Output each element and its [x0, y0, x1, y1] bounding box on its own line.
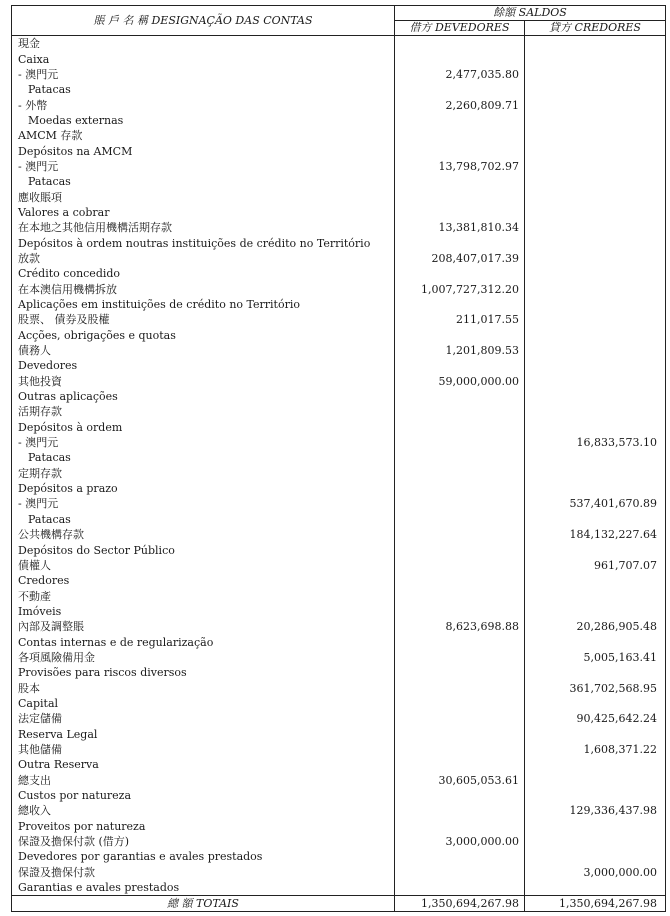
- credit-value: [525, 634, 666, 649]
- table-row: [12, 588, 666, 603]
- table-row: [12, 389, 666, 404]
- account-label: - 外幣: [12, 97, 395, 112]
- debit-value: [395, 235, 525, 250]
- credit-value: [525, 266, 666, 281]
- table-row: [12, 128, 666, 143]
- account-label: 應收賬項: [12, 189, 395, 204]
- table-row: [12, 450, 666, 465]
- debit-value: [395, 420, 525, 435]
- table-row: [12, 619, 666, 634]
- debit-value: [395, 128, 525, 143]
- table-row: [12, 374, 666, 389]
- column-header-saldos: 餘額 SALDOS: [395, 6, 666, 21]
- debit-value: [395, 174, 525, 189]
- debit-value: [395, 328, 525, 343]
- debit-value: [395, 711, 525, 726]
- debit-value: [395, 358, 525, 373]
- account-label: Moedas externas: [12, 113, 395, 128]
- table-row: [12, 159, 666, 174]
- account-label: 放款: [12, 251, 395, 266]
- credit-value: [525, 726, 666, 741]
- table-row: [12, 726, 666, 741]
- credit-value: 1,608,371.22: [583, 742, 657, 756]
- table-row: [12, 404, 666, 419]
- table-row: [12, 266, 666, 281]
- credit-value: [525, 450, 666, 465]
- debit-value: 211,017.55: [395, 312, 525, 327]
- account-label: 保證及擔保付款 (借方): [12, 834, 395, 849]
- debit-value: 8,623,698.88: [395, 619, 525, 634]
- totals-row: [12, 896, 666, 912]
- account-label: Outra Reserva: [12, 757, 395, 772]
- account-label: Devedores por garantias e avales prestados: [12, 849, 395, 864]
- account-label: Crédito concedido: [12, 266, 395, 281]
- debit-value: [395, 803, 525, 818]
- credit-value: [525, 343, 666, 358]
- account-label: - 澳門元: [12, 435, 395, 450]
- credit-value: [525, 143, 666, 158]
- credit-value: [525, 880, 666, 896]
- account-label: 其他投資: [12, 374, 395, 389]
- table-row: [12, 312, 666, 327]
- table-row: [12, 496, 666, 511]
- credit-value: [525, 82, 666, 97]
- debit-value: 1,201,809.53: [395, 343, 525, 358]
- account-label: 總收入: [12, 803, 395, 818]
- table-row: [12, 696, 666, 711]
- account-label: Depósitos à ordem: [12, 420, 395, 435]
- credit-value: [525, 312, 666, 327]
- table-row: [12, 680, 666, 695]
- credit-value: [525, 282, 666, 297]
- account-label: - 澳門元: [12, 67, 395, 82]
- debit-value: [395, 51, 525, 66]
- credit-value: [525, 97, 666, 112]
- account-label: Proveitos por natureza: [12, 819, 395, 834]
- debit-value: [395, 849, 525, 864]
- debit-value: [395, 205, 525, 220]
- account-rows: [12, 36, 666, 896]
- credit-value: [525, 420, 666, 435]
- credit-value: 5,005,163.41: [583, 650, 657, 664]
- table-row: [12, 205, 666, 220]
- debit-value: [395, 266, 525, 281]
- credit-value: 90,425,642.24: [576, 712, 657, 726]
- account-label: 活期存款: [12, 404, 395, 419]
- table-row: [12, 834, 666, 849]
- table-row: [12, 481, 666, 496]
- debit-value: [395, 726, 525, 741]
- debit-value: 30,605,053.61: [395, 773, 525, 788]
- debit-value: 59,000,000.00: [395, 374, 525, 389]
- account-label: Reserva Legal: [12, 726, 395, 741]
- account-label: Valores a cobrar: [12, 205, 395, 220]
- credit-value: [525, 189, 666, 204]
- debit-value: [395, 865, 525, 880]
- debit-value: 13,798,702.97: [395, 159, 525, 174]
- table-row: [12, 634, 666, 649]
- debit-value: 208,407,017.39: [395, 251, 525, 266]
- table-row: [12, 711, 666, 726]
- balance-table: [11, 5, 666, 912]
- credit-value: [525, 251, 666, 266]
- credit-value: 537,401,670.89: [569, 497, 657, 511]
- table-row: [12, 51, 666, 66]
- credit-value: [525, 36, 666, 52]
- table-row: [12, 757, 666, 772]
- table-row: [12, 282, 666, 297]
- account-label: 股票、 債券及股權: [12, 312, 395, 327]
- table-row: [12, 527, 666, 542]
- table-row: [12, 343, 666, 358]
- account-label: 債務人: [12, 343, 395, 358]
- credit-value: 3,000,000.00: [583, 865, 657, 879]
- debit-value: [395, 665, 525, 680]
- table-row: [12, 819, 666, 834]
- debit-value: [395, 819, 525, 834]
- table-row: [12, 67, 666, 82]
- column-header-debit: 借方 DEVEDORES: [395, 21, 525, 36]
- table-row: [12, 542, 666, 557]
- credit-value: [525, 159, 666, 174]
- debit-value: [395, 113, 525, 128]
- credit-value: [525, 174, 666, 189]
- credit-value: [525, 128, 666, 143]
- totals-credit: 1,350,694,267.98: [525, 896, 666, 912]
- debit-value: [395, 696, 525, 711]
- account-label: Patacas: [12, 174, 395, 189]
- debit-value: [395, 404, 525, 419]
- credit-value: [525, 404, 666, 419]
- debit-value: [395, 573, 525, 588]
- debit-value: [395, 435, 525, 450]
- debit-value: [395, 588, 525, 603]
- credit-value: [525, 205, 666, 220]
- account-label: Patacas: [12, 450, 395, 465]
- debit-value: [395, 481, 525, 496]
- column-header-description: 賬 戶 名 稱 DESIGNAÇÃO DAS CONTAS: [12, 6, 395, 36]
- debit-value: [395, 527, 525, 542]
- debit-value: [395, 757, 525, 772]
- account-label: - 澳門元: [12, 159, 395, 174]
- account-label: Depósitos a prazo: [12, 481, 395, 496]
- debit-value: [395, 680, 525, 695]
- account-label: 內部及調整賬: [12, 619, 395, 634]
- debit-value: [395, 466, 525, 481]
- debit-value: [395, 143, 525, 158]
- debit-value: [395, 880, 525, 896]
- account-label: 保證及擔保付款: [12, 865, 395, 880]
- table-row: [12, 143, 666, 158]
- credit-value: [525, 297, 666, 312]
- credit-value: 184,132,227.64: [569, 528, 657, 542]
- account-label: 債權人: [12, 558, 395, 573]
- table-row: [12, 512, 666, 527]
- credit-value: 361,702,568.95: [569, 681, 657, 695]
- debit-value: [395, 389, 525, 404]
- debit-value: 13,381,810.34: [395, 220, 525, 235]
- table-row: [12, 82, 666, 97]
- table-row: [12, 97, 666, 112]
- debit-value: [395, 558, 525, 573]
- debit-value: [395, 634, 525, 649]
- credit-value: 16,833,573.10: [576, 436, 657, 450]
- debit-value: [395, 604, 525, 619]
- account-label: Depósitos do Sector Público: [12, 542, 395, 557]
- table-row: [12, 189, 666, 204]
- credit-value: [525, 481, 666, 496]
- debit-value: 1,007,727,312.20: [395, 282, 525, 297]
- table-row: [12, 742, 666, 757]
- account-label: 總支出: [12, 773, 395, 788]
- account-label: Contas internas e de regularização: [12, 634, 395, 649]
- table-row: [12, 235, 666, 250]
- account-label: 現金: [12, 36, 395, 52]
- account-label: 公共機構存款: [12, 527, 395, 542]
- account-label: - 澳門元: [12, 496, 395, 511]
- credit-value: [525, 604, 666, 619]
- account-label: 股本: [12, 680, 395, 695]
- credit-value: 129,336,437.98: [569, 804, 657, 818]
- debit-value: [395, 788, 525, 803]
- credit-value: [525, 51, 666, 66]
- debit-value: [395, 512, 525, 527]
- table-row: [12, 435, 666, 450]
- account-label: Caixa: [12, 51, 395, 66]
- table-row: [12, 803, 666, 818]
- table-row: [12, 174, 666, 189]
- account-label: Outras aplicações: [12, 389, 395, 404]
- account-label: Depósitos na AMCM: [12, 143, 395, 158]
- table-row: [12, 604, 666, 619]
- credit-value: 20,286,905.48: [576, 620, 657, 634]
- credit-value: [525, 757, 666, 772]
- credit-value: [525, 235, 666, 250]
- account-label: 在本地之其他信用機構活期存款: [12, 220, 395, 235]
- debit-value: [395, 36, 525, 52]
- debit-value: [395, 542, 525, 557]
- table-row: [12, 650, 666, 665]
- table-row: [12, 849, 666, 864]
- account-label: 定期存款: [12, 466, 395, 481]
- account-label: Patacas: [12, 82, 395, 97]
- table-row: [12, 220, 666, 235]
- table-row: [12, 880, 666, 896]
- account-label: Custos por natureza: [12, 788, 395, 803]
- debit-value: [395, 650, 525, 665]
- account-label: Acções, obrigações e quotas: [12, 328, 395, 343]
- account-label: Depósitos à ordem noutras instituições de crédito no Território: [12, 235, 395, 250]
- credit-value: [525, 389, 666, 404]
- account-label: 各項風險備用金: [12, 650, 395, 665]
- credit-value: [525, 113, 666, 128]
- debit-value: 2,477,035.80: [395, 67, 525, 82]
- credit-value: [525, 512, 666, 527]
- credit-value: [525, 696, 666, 711]
- credit-value: [525, 834, 666, 849]
- account-label: Capital: [12, 696, 395, 711]
- credit-value: [525, 358, 666, 373]
- account-label: Devedores: [12, 358, 395, 373]
- account-label: Garantias e avales prestados: [12, 880, 395, 896]
- account-label: Credores: [12, 573, 395, 588]
- account-label: 不動產: [12, 588, 395, 603]
- column-header-credit: 貸方 CREDORES: [525, 21, 666, 36]
- account-label: AMCM 存款: [12, 128, 395, 143]
- debit-value: [395, 189, 525, 204]
- table-row: [12, 36, 666, 52]
- credit-value: [525, 220, 666, 235]
- table-row: [12, 113, 666, 128]
- debit-value: 3,000,000.00: [395, 834, 525, 849]
- table-row: [12, 773, 666, 788]
- debit-value: [395, 297, 525, 312]
- credit-value: [525, 374, 666, 389]
- credit-value: [525, 773, 666, 788]
- credit-value: [525, 67, 666, 82]
- account-label: Aplicações em instituições de crédito no Território: [12, 297, 395, 312]
- debit-value: [395, 82, 525, 97]
- table-row: [12, 865, 666, 880]
- totals-label: 總 額 TOTAIS: [12, 896, 395, 912]
- account-label: 其他儲備: [12, 742, 395, 757]
- table-row: [12, 251, 666, 266]
- table-row: [12, 466, 666, 481]
- account-label: 在本澳信用機構拆放: [12, 282, 395, 297]
- credit-value: [525, 328, 666, 343]
- credit-value: [525, 573, 666, 588]
- totals-debit: 1,350,694,267.98: [395, 896, 525, 912]
- credit-value: [525, 542, 666, 557]
- debit-value: [395, 742, 525, 757]
- credit-value: [525, 819, 666, 834]
- debit-value: [395, 496, 525, 511]
- debit-value: 2,260,809.71: [395, 97, 525, 112]
- account-label: Provisões para riscos diversos: [12, 665, 395, 680]
- credit-value: [525, 788, 666, 803]
- table-row: [12, 558, 666, 573]
- account-label: Imóveis: [12, 604, 395, 619]
- credit-value: [525, 665, 666, 680]
- credit-value: [525, 849, 666, 864]
- credit-value: [525, 466, 666, 481]
- credit-value: [525, 588, 666, 603]
- table-row: [12, 358, 666, 373]
- table-row: [12, 573, 666, 588]
- table-row: [12, 328, 666, 343]
- account-label: Patacas: [12, 512, 395, 527]
- credit-value: 961,707.07: [594, 558, 657, 572]
- account-label: 法定儲備: [12, 711, 395, 726]
- debit-value: [395, 450, 525, 465]
- table-row: [12, 788, 666, 803]
- table-row: [12, 420, 666, 435]
- table-row: [12, 665, 666, 680]
- table-row: [12, 297, 666, 312]
